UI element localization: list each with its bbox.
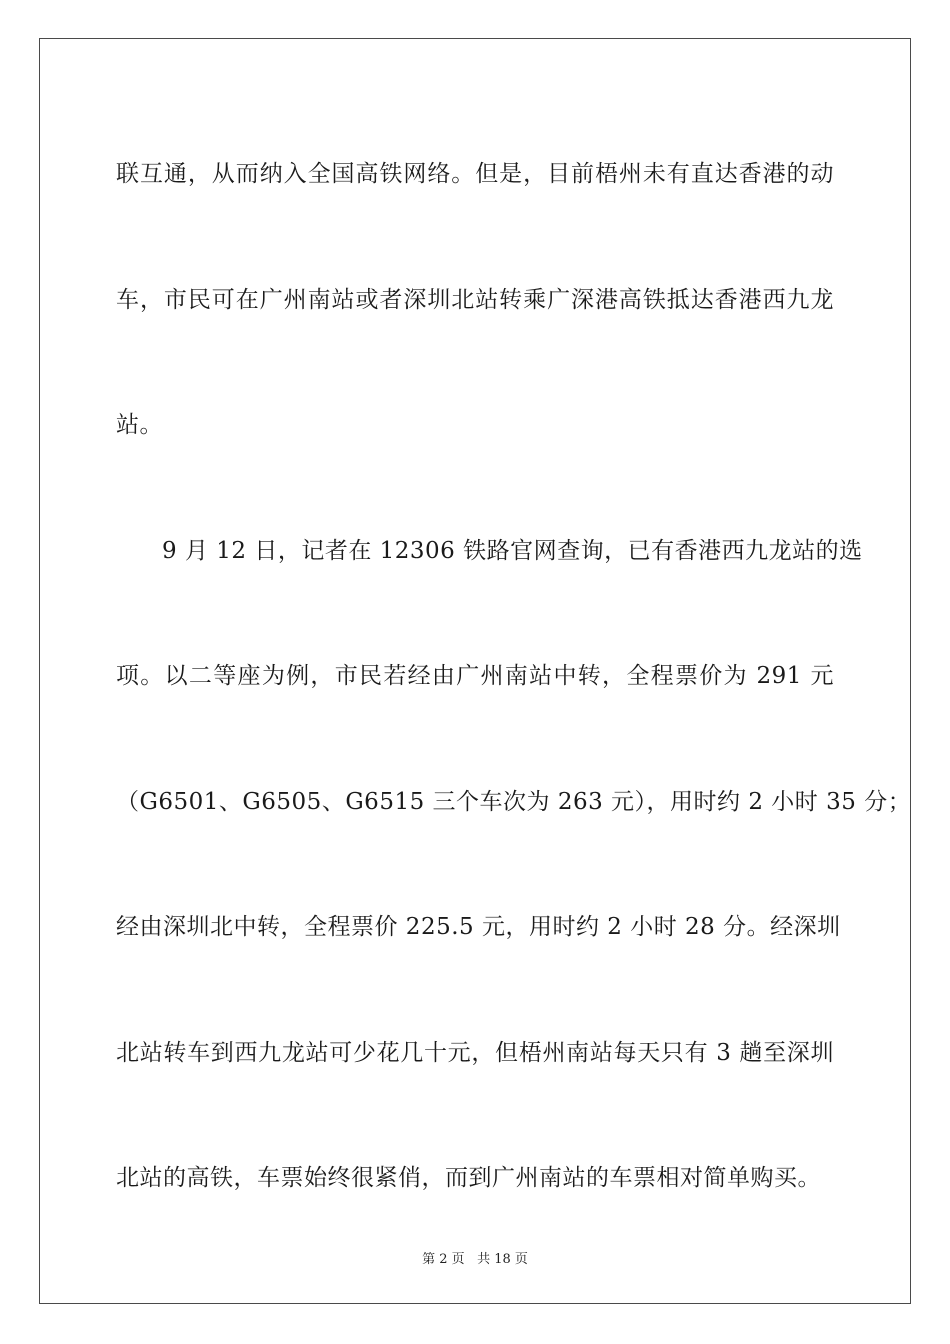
page-footer xyxy=(0,1248,950,1267)
body-line: 站。 xyxy=(116,412,163,438)
body-line: （G6501、G6505、G6515 三个车次为 263 元），用时约 2 小时 35 分； xyxy=(116,788,912,815)
body-line: 联互通，从而纳入全国高铁网络。但是，目前梧州未有直达香港的动 xyxy=(116,161,834,187)
page-number: 第 2 页 xyxy=(422,1252,465,1267)
body-line: 经由深圳北中转，全程票价 225.5 元，用时约 2 小时 28 分。经深圳 xyxy=(116,914,841,940)
body-line: 项。以二等座为例，市民若经由广州南站中转，全程票价为 291 元 xyxy=(116,663,834,689)
body-line: 北站的高铁，车票始终很紧俏，而到广州南站的车票相对简单购买。 xyxy=(116,1165,821,1191)
document-body xyxy=(116,112,912,1242)
page-total: 共 18 页 xyxy=(477,1252,528,1267)
body-line: 9 月 12 日，记者在 12306 铁路官网查询，已有香港西九龙站的选 xyxy=(162,537,863,564)
body-line: 车，市民可在广州南站或者深圳北站转乘广深港高铁抵达香港西九龙 xyxy=(116,286,834,313)
body-line: 北站转车到西九龙站可少花几十元，但梧州南站每天只有 3 趟至深圳 xyxy=(116,1039,834,1066)
